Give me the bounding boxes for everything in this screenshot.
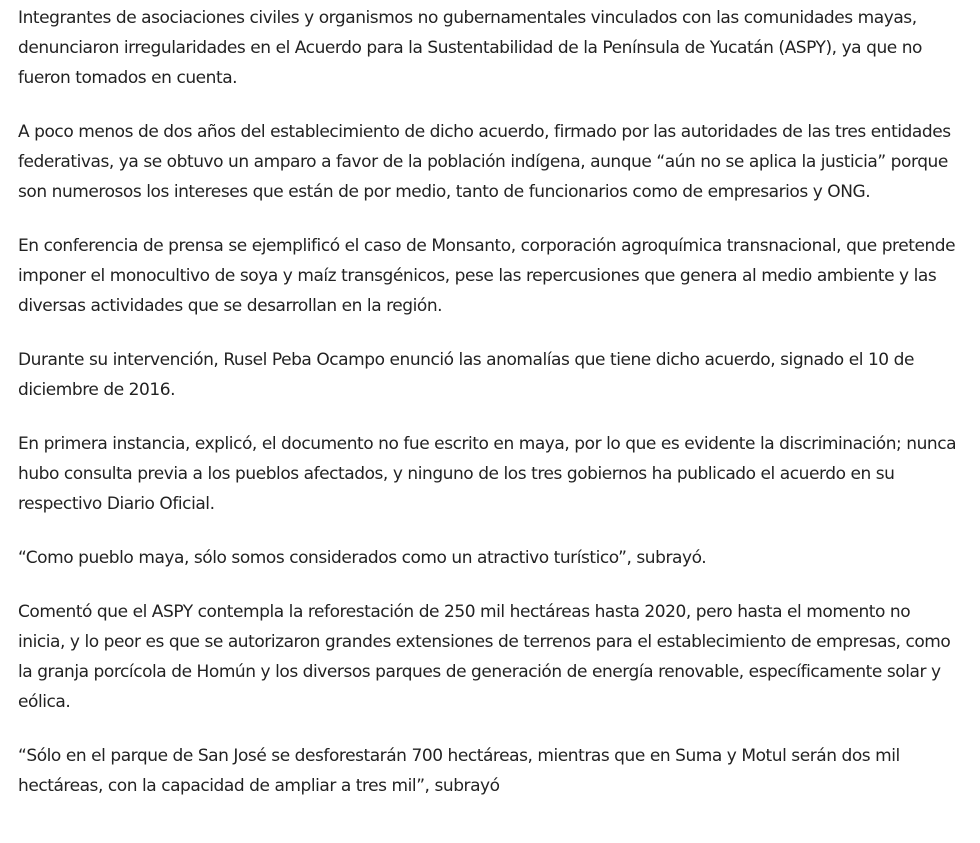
- article-paragraph-7: Comentó que el ASPY contempla la reforestación de 250 mil hectáreas hasta 2020, pero hasta el momento no inicia, y lo peor es que se autorizaron grandes extensiones de terrenos para el establecimiento de empresas, como la granja porcícola de Homún y los diversos parques de generación de energía renovable, específicamente solar y eólica.: [18, 602, 951, 712]
- article-paragraph-6: “Como pueblo maya, sólo somos considerados como un atractivo turístico”, subrayó.: [18, 548, 707, 568]
- article-paragraph-8: “Sólo en el parque de San José se desforestarán 700 hectáreas, mientras que en Suma y Motul serán dos mil hectáreas, con la capacidad de ampliar a tres mil”, subrayó: [18, 746, 900, 796]
- article-paragraph-2: A poco menos de dos años del establecimiento de dicho acuerdo, firmado por las autoridades de las tres entidades federativas, ya se obtuvo un amparo a favor de la población indígena, aunque “aún no se aplica la justicia” porque son numerosos los intereses que están de por medio, tanto de funcionarios como de empresarios y ONG.: [18, 122, 951, 202]
- article-paragraph-3: En conferencia de prensa se ejemplificó el caso de Monsanto, corporación agroquímica transnacional, que pretende imponer el monocultivo de soya y maíz transgénicos, pese las repercusiones que genera al medio ambiente y las diversas actividades que se desarrollan en la región.: [18, 236, 956, 316]
- article-paragraph-4: Durante su intervención, Rusel Peba Ocampo enunció las anomalías que tiene dicho acuerdo, signado el 10 de diciembre de 2016.: [18, 350, 914, 400]
- article-paragraph-5: En primera instancia, explicó, el documento no fue escrito en maya, por lo que es evidente la discriminación; nunca hubo consulta previa a los pueblos afectados, y ninguno de los tres gobiernos ha publicado el acuerdo en su respectivo Diario Oficial.: [18, 434, 957, 514]
- article-body: [0, 3, 980, 801]
- article-paragraph-1: Integrantes de asociaciones civiles y organismos no gubernamentales vinculados con las comunidades mayas, denunciaron irregularidades en el Acuerdo para la Sustentabilidad de la Península de Yucatán (ASPY), ya que no fueron tomados en cuenta.: [18, 8, 923, 88]
